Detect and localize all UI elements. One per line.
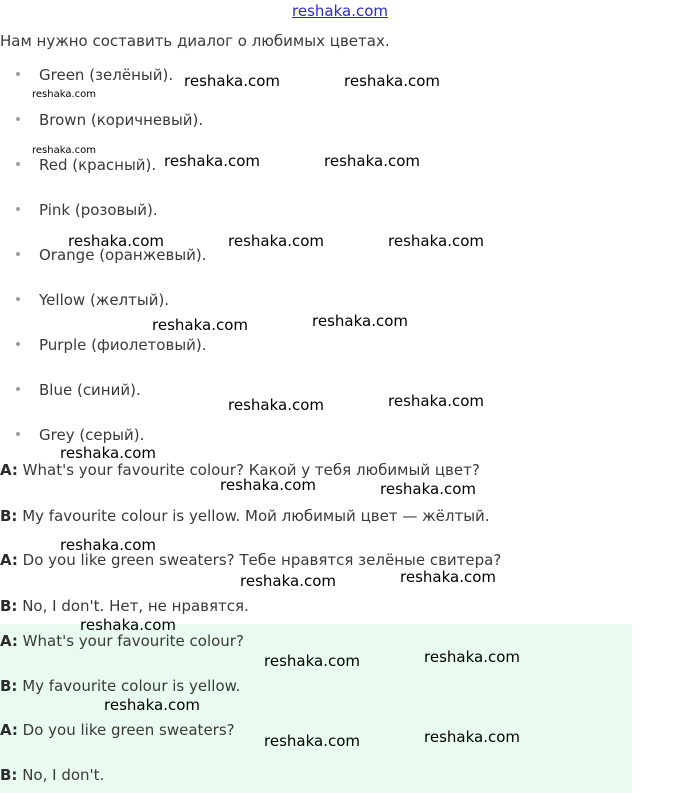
- answer-line: B: No, I don't.: [0, 766, 105, 784]
- watermark: reshaka.com: [220, 476, 316, 494]
- watermark: reshaka.com: [424, 648, 520, 666]
- bullet-icon: [16, 252, 20, 256]
- answer-line: A: Do you like green sweaters?: [0, 721, 235, 739]
- watermark: reshaka.com: [68, 232, 164, 250]
- bullet-icon: [16, 72, 20, 76]
- watermark: reshaka.com: [388, 392, 484, 410]
- watermark: reshaka.com: [400, 568, 496, 586]
- list-item: Green (зелёный).: [16, 66, 173, 84]
- watermark: reshaka.com: [264, 732, 360, 750]
- dialog-line: A: Do you like green sweaters? Тебе нравятся зелёные свитера?: [0, 551, 502, 569]
- answer-line: A: What's your favourite colour?: [0, 632, 244, 650]
- watermark: reshaka.com: [164, 152, 260, 170]
- watermark: reshaka.com: [324, 152, 420, 170]
- list-item: Purple (фиолетовый).: [16, 336, 207, 354]
- bullet-icon: [16, 207, 20, 211]
- bullet-icon: [16, 387, 20, 391]
- watermark: reshaka.com: [32, 145, 96, 156]
- list-item: Red (красный).: [16, 156, 156, 174]
- watermark: reshaka.com: [32, 89, 96, 100]
- watermark: reshaka.com: [312, 312, 408, 330]
- intro-text: Нам нужно составить диалог о любимых цветах.: [0, 32, 390, 50]
- watermark: reshaka.com: [60, 444, 156, 462]
- bullet-icon: [16, 117, 20, 121]
- watermark: reshaka.com: [152, 316, 248, 334]
- list-item: Yellow (желтый).: [16, 291, 169, 309]
- answer-line: B: My favourite colour is yellow.: [0, 677, 241, 695]
- list-item: Blue (синий).: [16, 381, 141, 399]
- list-item: Grey (серый).: [16, 426, 144, 444]
- watermark: reshaka.com: [264, 652, 360, 670]
- watermark: reshaka.com: [228, 232, 324, 250]
- dialog-line: B: My favourite colour is yellow. Мой любимый цвет — жёлтый.: [0, 507, 490, 525]
- watermark: reshaka.com: [424, 728, 520, 746]
- bullet-icon: [16, 432, 20, 436]
- watermark: reshaka.com: [240, 572, 336, 590]
- list-item: Orange (оранжевый).: [16, 246, 207, 264]
- bullet-icon: [16, 342, 20, 346]
- watermark: reshaka.com: [104, 696, 200, 714]
- watermark: reshaka.com: [344, 72, 440, 90]
- bullet-icon: [16, 162, 20, 166]
- site-link[interactable]: reshaka.com: [292, 2, 388, 20]
- watermark: reshaka.com: [184, 72, 280, 90]
- dialog-line: B: No, I don't. Нет, не нравятся.: [0, 597, 249, 615]
- watermark: reshaka.com: [388, 232, 484, 250]
- list-item: Pink (розовый).: [16, 201, 158, 219]
- watermark: reshaka.com: [80, 616, 176, 634]
- dialog-line: A: What's your favourite colour? Какой у тебя любимый цвет?: [0, 461, 480, 479]
- watermark: reshaka.com: [60, 536, 156, 554]
- list-item: Brown (коричневый).: [16, 111, 203, 129]
- watermark: reshaka.com: [380, 480, 476, 498]
- bullet-icon: [16, 297, 20, 301]
- watermark: reshaka.com: [228, 396, 324, 414]
